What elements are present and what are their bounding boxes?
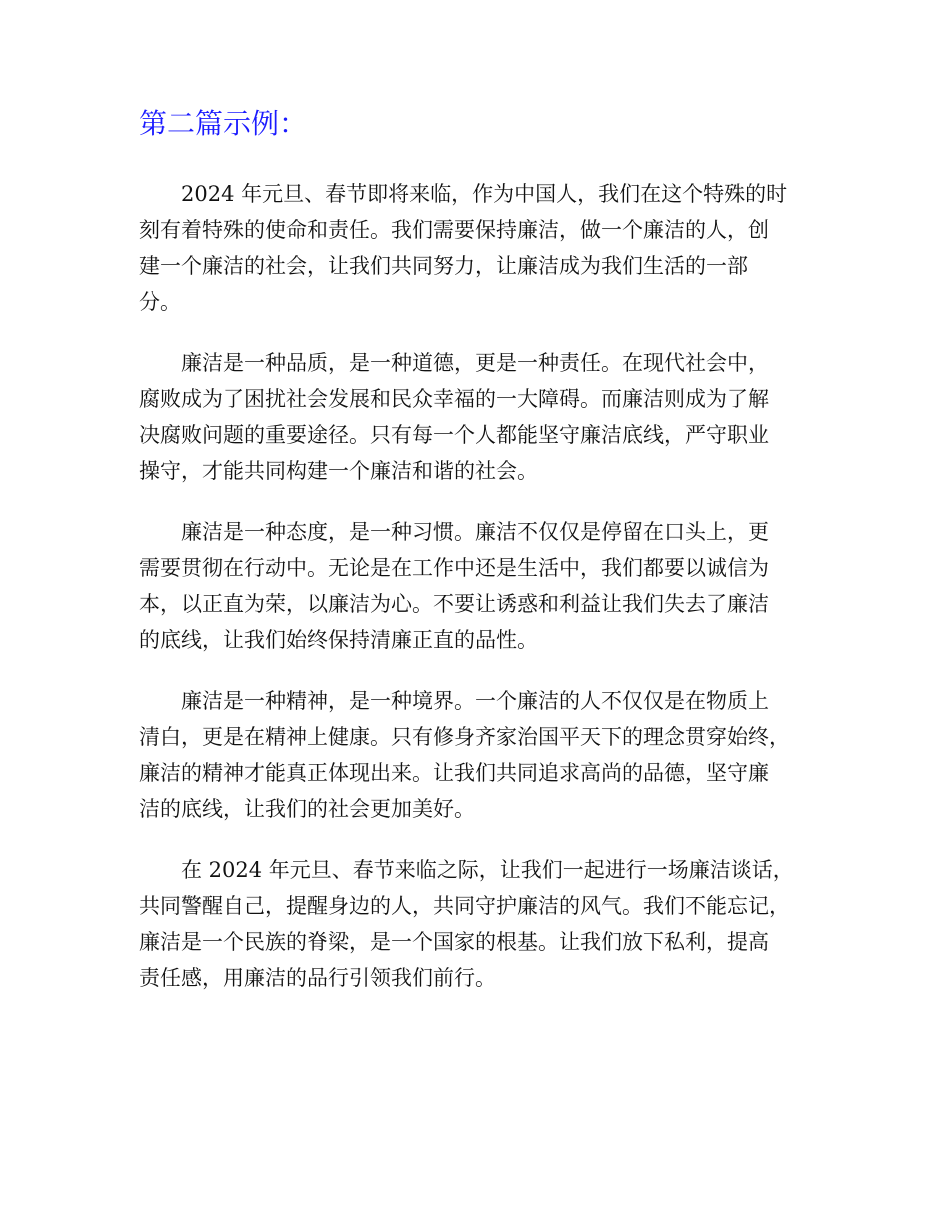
paragraph-line: 洁的底线，让我们的社会更加美好。 bbox=[139, 797, 475, 821]
paragraph-line: 需要贯彻在行动中。无论是在工作中还是生活中，我们都要以诚信为 bbox=[139, 556, 769, 580]
paragraph-2 bbox=[139, 345, 819, 489]
paragraph-line: 廉洁的精神才能真正体现出来。让我们共同追求高尚的品德，坚守廉 bbox=[139, 761, 769, 785]
paragraph-line: 清白，更是在精神上健康。只有修身齐家治国平天下的理念贯穿始终， bbox=[139, 725, 790, 749]
paragraph-4 bbox=[139, 683, 819, 827]
document-body bbox=[139, 176, 819, 1021]
paragraph-line: 分。 bbox=[139, 290, 181, 314]
paragraph-1 bbox=[139, 176, 819, 320]
paragraph-line: 的底线，让我们始终保持清廉正直的品性。 bbox=[139, 628, 538, 652]
paragraph-line: 廉洁是一个民族的脊梁，是一个国家的根基。让我们放下私利，提高 bbox=[139, 930, 769, 954]
paragraph-line: 操守，才能共同构建一个廉洁和谐的社会。 bbox=[139, 459, 538, 483]
paragraph-line: 腐败成为了困扰社会发展和民众幸福的一大障碍。而廉洁则成为了解 bbox=[139, 387, 769, 411]
paragraph-line: 2024 年元旦、春节即将来临，作为中国人，我们在这个特殊的时 bbox=[181, 182, 788, 206]
paragraph-line: 在 2024 年元旦、春节来临之际，让我们一起进行一场廉洁谈话， bbox=[181, 858, 794, 882]
section-heading: 第二篇示例： bbox=[139, 107, 308, 140]
paragraph-line: 本，以正直为荣，以廉洁为心。不要让诱惑和利益让我们失去了廉洁 bbox=[139, 592, 769, 616]
paragraph-line: 廉洁是一种品质，是一种道德，更是一种责任。在现代社会中， bbox=[181, 351, 769, 375]
paragraph-line: 责任感，用廉洁的品行引领我们前行。 bbox=[139, 966, 496, 990]
paragraph-line: 刻有着特殊的使命和责任。我们需要保持廉洁，做一个廉洁的人，创 bbox=[139, 218, 769, 242]
paragraph-5 bbox=[139, 852, 819, 996]
paragraph-line: 共同警醒自己，提醒身边的人，共同守护廉洁的风气。我们不能忘记， bbox=[139, 894, 790, 918]
paragraph-line: 廉洁是一种态度，是一种习惯。廉洁不仅仅是停留在口头上，更 bbox=[181, 520, 769, 544]
paragraph-3 bbox=[139, 514, 819, 658]
paragraph-line: 廉洁是一种精神，是一种境界。一个廉洁的人不仅仅是在物质上 bbox=[181, 689, 769, 713]
paragraph-line: 决腐败问题的重要途径。只有每一个人都能坚守廉洁底线，严守职业 bbox=[139, 423, 769, 447]
paragraph-line: 建一个廉洁的社会，让我们共同努力，让廉洁成为我们生活的一部 bbox=[139, 254, 748, 278]
